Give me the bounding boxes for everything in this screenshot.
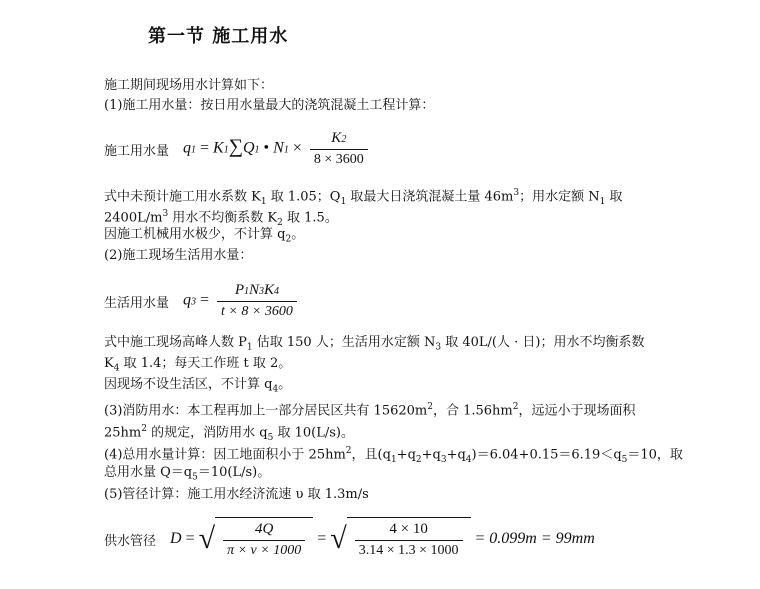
para1-line2: $2400L/m^3$ 用水不均衡系数 $K_2$ 取 1.5。: [104, 209, 338, 228]
formula1-expression: q1 = K1∑Q1 • N1 × $\frac{K2}{8 \times 3600}$: [183, 130, 372, 168]
para1-line1: 式中未预计施工用水系数 $K_1$ 取 1.05；$Q_1$ 取最大日浇筑混凝土量 $46m^3$；用水定额 $N_1$ 取: [104, 188, 623, 207]
formula1-label: 施工用水量: [104, 143, 170, 159]
formula2-expression: q3 = $\frac{P1N3K4}{t \times 8 \times 3600}$: [183, 282, 301, 320]
formula3-root2: √ $\frac{4 \times 10}{3.14 \times 1.3 \times 1000}$: [330, 517, 470, 561]
formula1-fraction: $\frac{K2}{8 \times 3600}$: [310, 130, 368, 168]
item3-line2: $25hm^2$ 的规定，消防用水 $q_5$ 取 10(L/s)。: [104, 424, 354, 443]
para2-line1: 式中施工现场高峰人数 $P_1$ 估取 150 人；生活用水定额 $N_3$ 取 40L/(人 · 日)；用水不均衡系数: [104, 335, 645, 353]
item1-heading: (1)施工用水量：按日用水量最大的浇筑混凝土工程计算：: [104, 98, 435, 113]
section-title: 第一节 施工用水: [148, 26, 289, 47]
para2-line2: $K_4$ 取 1.4；每天工作班 t 取 2。: [104, 356, 292, 374]
item4-line1: (4)总用水量计算：因工地面积小于 $25hm^2$，且$(q_1+q_2+q_3+q_4)=6.04+0.15=6.19<q_5=10$，取: [104, 446, 683, 465]
formula-living-water: [104, 282, 301, 320]
para1-line3: 因施工机械用水极少，不计算 $q_2$。: [104, 227, 305, 245]
formula2-label: 生活用水量: [104, 295, 170, 311]
item5-line: (5)管径计算：施工用水经济流速 υ 取 1.3m/s: [104, 487, 369, 502]
formula3-root1: √ $\frac{4Q}{\pi \times \nu \times 1000}$: [199, 517, 314, 561]
item4-line2: 总用水量 $Q=q_5=10(L/s)$。: [104, 465, 271, 483]
item2-heading: (2)施工现场生活用水量：: [104, 248, 253, 263]
formula3-result: = 0.099m = 99mm: [474, 530, 595, 547]
formula3-expression: D = √ $\frac{4Q}{\pi \times \nu \times 1000}$ = √ $\frac{4 \times 10}{3.14 \times 1.3 \times 1000}$ = 0.099m = 99mm: [170, 517, 595, 561]
formula3-label: 供水管径: [104, 533, 157, 549]
intro-line: 施工期间现场用水计算如下：: [104, 78, 274, 93]
para2-line3: 因现场不设生活区，不计算 $q_4$。: [104, 377, 292, 395]
formula2-fraction: $\frac{P1N3K4}{t \times 8 \times 3600}$: [217, 282, 297, 320]
formula-construction-water: [104, 130, 372, 168]
item3-line1: (3)消防用水：本工程再加上一部分居民区共有 $15620m^2$，合 $1.56hm^2$，远远小于现场面积: [104, 402, 636, 419]
formula-pipe-diameter: [104, 517, 595, 561]
